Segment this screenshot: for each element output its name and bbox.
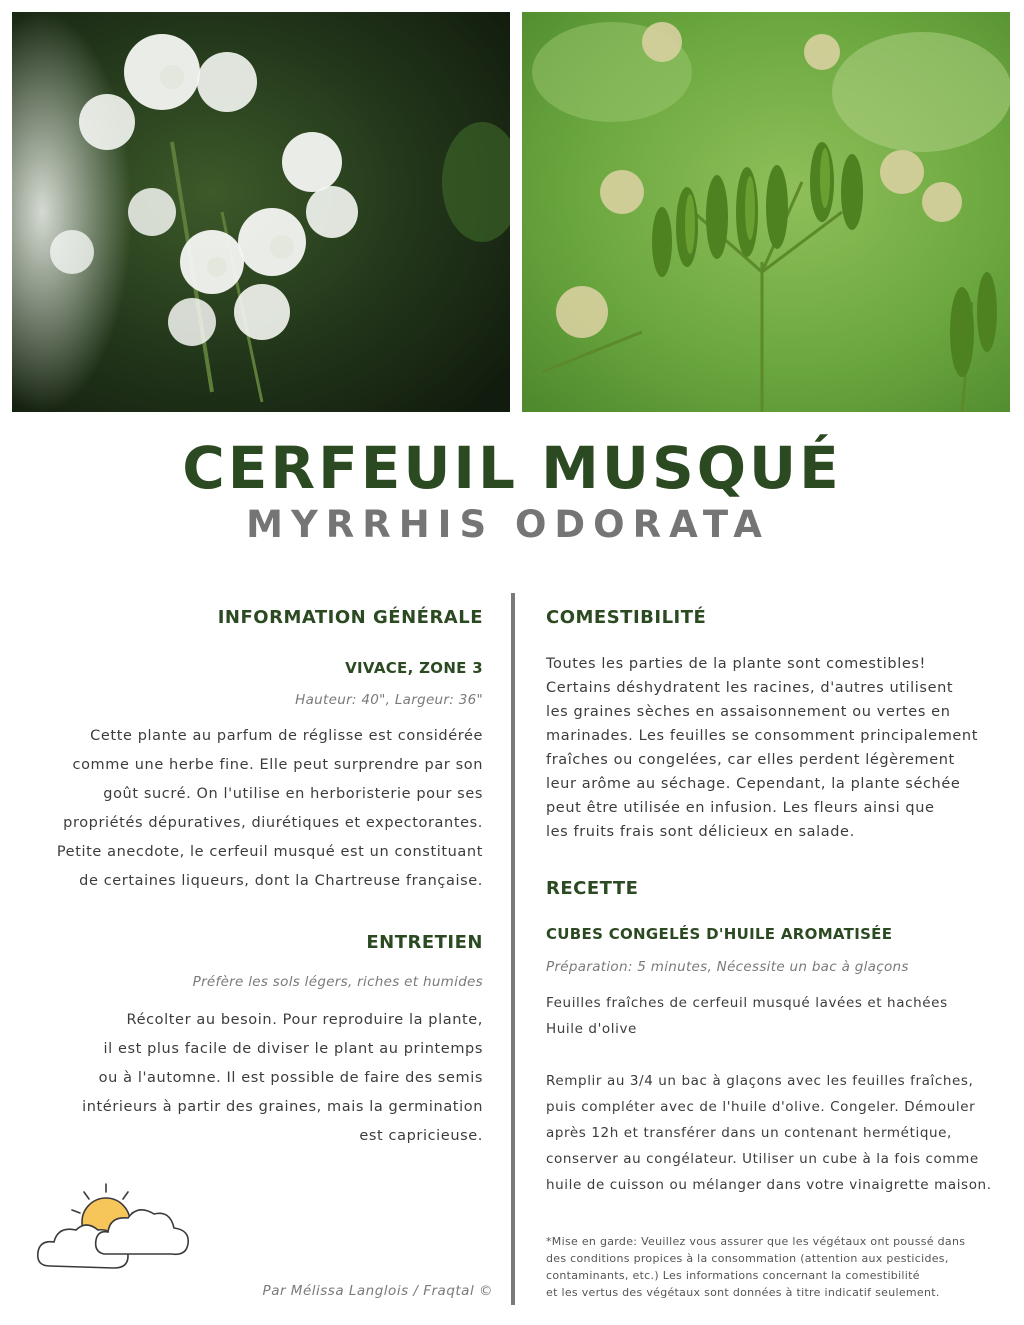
white-flowers-photo xyxy=(12,12,510,412)
text-line: Récolter au besoin. Pour reproduire la plante, xyxy=(126,1012,483,1028)
hardiness-label: VIVACE, ZONE 3 xyxy=(345,659,483,677)
text-line: propriétés dépuratives, diurétiques et expectorantes. xyxy=(63,815,483,831)
text-line: Toutes les parties de la plante sont comestibles! xyxy=(546,656,926,672)
text-line: goût sucré. On l'utilise en herboristerie pour ses xyxy=(103,786,483,802)
text-line: Remplir au 3/4 un bac à glaçons avec les feuilles fraîches, xyxy=(546,1073,974,1089)
text-line: les graines sèches en assaisonnement ou vertes en xyxy=(546,704,951,720)
text-line: huile de cuisson ou mélanger dans votre vinaigrette maison. xyxy=(546,1177,992,1193)
seed-pods-illustration xyxy=(522,12,1010,412)
general-info-heading: INFORMATION GÉNÉRALE xyxy=(217,607,483,628)
recipe-heading: RECETTE xyxy=(546,878,639,899)
text-line: des conditions propices à la consommation (attention aux pesticides, xyxy=(546,1252,949,1265)
recipe-ingredients xyxy=(546,990,1006,1042)
seed-pods-photo xyxy=(522,12,1010,412)
ingredient-item: Feuilles fraîches de cerfeuil musqué lavées et hachées xyxy=(546,995,948,1011)
text-line: ou à l'automne. Il est possible de faire des semis xyxy=(98,1070,483,1086)
text-line: après 12h et transférer dans un contenant hermétique, xyxy=(546,1125,952,1141)
text-line: *Mise en garde: Veuillez vous assurer que les végétaux ont poussé dans xyxy=(546,1235,966,1248)
text-line: est capricieuse. xyxy=(359,1128,483,1144)
text-line: leur arôme au séchage. Cependant, la plante séchée xyxy=(546,776,961,792)
edibility-heading: COMESTIBILITÉ xyxy=(546,607,707,628)
maintenance-heading: ENTRETIEN xyxy=(366,932,483,953)
text-line: peut être utilisée en infusion. Les fleurs ainsi que xyxy=(546,800,935,816)
column-divider xyxy=(511,593,515,1305)
text-line: de certaines liqueurs, dont la Chartreuse française. xyxy=(79,873,483,889)
text-line: Petite anecdote, le cerfeuil musqué est un constituant xyxy=(56,844,483,860)
text-line: Certains déshydratent les racines, d'autres utilisent xyxy=(546,680,954,696)
text-line: puis compléter avec de l'huile d'olive. Congeler. Démouler xyxy=(546,1099,976,1115)
text-line: intérieurs à partir des graines, mais la germination xyxy=(82,1099,483,1115)
sun-behind-clouds-icon xyxy=(34,1176,194,1280)
text-line: et les vertus des végétaux sont données à titre indicatif seulement. xyxy=(546,1286,940,1299)
recipe-prep-info: Préparation: 5 minutes, Nécessite un bac à glaçons xyxy=(546,959,909,975)
maintenance-text xyxy=(30,1006,483,1151)
scientific-name: MYRRHIS ODORATA xyxy=(246,503,770,546)
general-info-text xyxy=(30,722,483,896)
text-line: contaminants, etc.) Les informations concernant la comestibilité xyxy=(546,1269,920,1282)
soil-preference-label: Préfère les sols légers, riches et humides xyxy=(192,974,483,990)
text-line: il est plus facile de diviser le plant au printemps xyxy=(103,1041,483,1057)
dimensions-label: Hauteur: 40", Largeur: 36" xyxy=(295,692,483,708)
text-line: Cette plante au parfum de réglisse est considérée xyxy=(90,728,483,744)
recipe-title: CUBES CONGELÉS D'HUILE AROMATISÉE xyxy=(546,925,893,943)
author-credit: Par Mélissa Langlois / Fraqtal © xyxy=(262,1283,493,1299)
text-line: fraîches ou congelées, car elles perdent légèrement xyxy=(546,752,955,768)
text-line: conserver au congélateur. Utiliser un cube à la fois comme xyxy=(546,1151,979,1167)
text-line: comme une herbe fine. Elle peut surprendre par son xyxy=(72,757,483,773)
white-flowers-illustration xyxy=(12,12,510,412)
edibility-text xyxy=(546,652,1006,844)
recipe-steps xyxy=(546,1068,1006,1198)
ingredient-item: Huile d'olive xyxy=(546,1021,637,1037)
text-line: marinades. Les feuilles se consomment principalement xyxy=(546,728,979,744)
text-line: les fruits frais sont délicieux en salade. xyxy=(546,824,855,840)
disclaimer-note xyxy=(546,1233,1006,1301)
page-title: CERFEUIL MUSQUÉ xyxy=(182,434,842,502)
